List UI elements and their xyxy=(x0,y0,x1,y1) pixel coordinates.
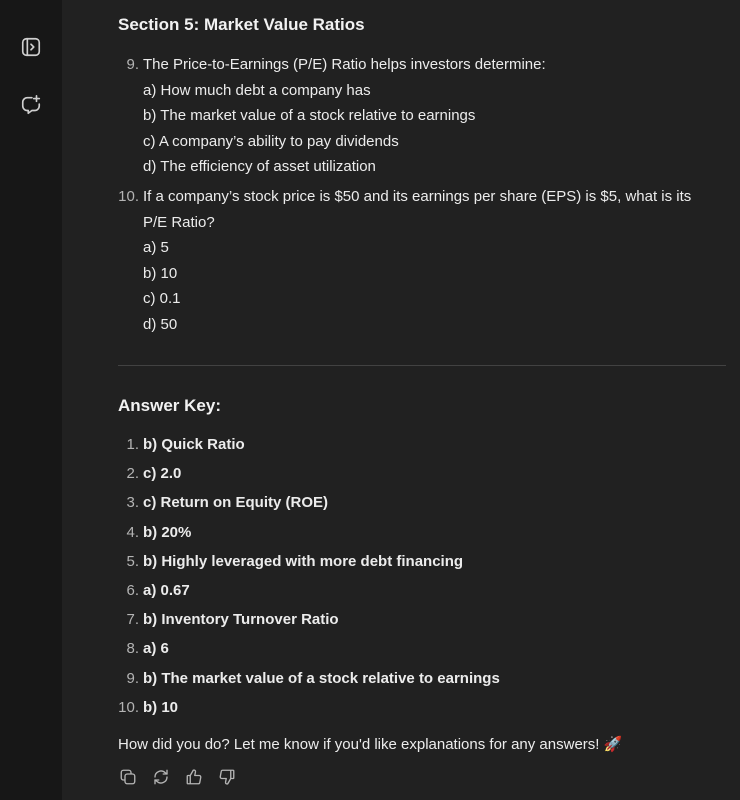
question-item xyxy=(118,52,718,180)
answer-text: b) 10 xyxy=(143,698,179,716)
thumbs-up-icon xyxy=(185,768,203,786)
question-item xyxy=(118,184,718,338)
answer-number: 4. xyxy=(126,523,139,541)
answer-key-title: Answer Key: xyxy=(118,396,221,415)
answer-text: b) Inventory Turnover Ratio xyxy=(143,611,339,629)
answer-number: 3. xyxy=(126,494,139,512)
answer-text: b) Quick Ratio xyxy=(143,436,245,453)
answer-item xyxy=(118,578,718,607)
copy-button[interactable] xyxy=(118,767,138,787)
answer-item xyxy=(118,607,718,636)
sidebar-toggle-icon xyxy=(20,36,42,58)
answer-item xyxy=(118,549,718,578)
thumbs-down-button[interactable] xyxy=(217,767,237,787)
new-chat-icon xyxy=(20,94,42,116)
answer-text: a) 0.67 xyxy=(143,581,190,599)
question-list xyxy=(118,52,718,338)
answer-item xyxy=(118,490,718,519)
answer-number: 7. xyxy=(126,611,139,629)
answer-text: b) Highly leveraged with more debt financing xyxy=(143,552,464,570)
answer-item xyxy=(118,636,718,665)
answer-number: 2. xyxy=(126,465,139,483)
answer-item xyxy=(118,666,718,695)
answer-number: 10. xyxy=(118,698,139,716)
closing-message xyxy=(118,734,622,756)
question-number: 10. xyxy=(118,187,139,205)
answer-item xyxy=(118,695,718,724)
question-option: b) 10 xyxy=(143,264,178,282)
closing-text: How did you do? Let me know if you'd like explanations for any answers! xyxy=(118,736,600,753)
answer-number: 6. xyxy=(126,581,139,599)
answer-text: b) The market value of a stock relative to earnings xyxy=(143,669,500,687)
rocket-emoji: 🚀 xyxy=(603,736,623,753)
answer-list xyxy=(118,432,718,724)
thumbs-down-icon xyxy=(218,768,236,786)
question-option: d) The efficiency of asset utilization xyxy=(143,158,376,176)
answer-text: c) Return on Equity (ROE) xyxy=(143,494,328,512)
regenerate-button[interactable] xyxy=(151,767,171,787)
thumbs-up-button[interactable] xyxy=(184,767,204,787)
answer-number: 9. xyxy=(126,669,139,687)
question-option: a) How much debt a company has xyxy=(143,81,371,99)
question-option: a) 5 xyxy=(143,239,169,257)
divider xyxy=(118,365,726,366)
sidebar-toggle-button[interactable] xyxy=(18,34,44,60)
new-chat-button[interactable] xyxy=(18,92,44,118)
question-text: The Price-to-Earnings (P/E) Ratio helps investors determine: xyxy=(143,56,546,73)
answer-item xyxy=(118,432,718,461)
section-title: Section 5: Market Value Ratios xyxy=(118,15,365,34)
message-actions xyxy=(118,767,237,787)
question-option: c) 0.1 xyxy=(143,290,181,308)
question-option: d) 50 xyxy=(143,315,178,333)
answer-number: 1. xyxy=(126,436,139,453)
sidebar xyxy=(0,0,62,800)
answer-number: 5. xyxy=(126,552,139,570)
question-number: 9. xyxy=(126,56,139,73)
answer-text: a) 6 xyxy=(143,640,169,658)
answer-number: 8. xyxy=(126,640,139,658)
answer-text: b) 20% xyxy=(143,523,192,541)
question-option: b) The market value of a stock relative to earnings xyxy=(143,107,476,125)
regenerate-icon xyxy=(152,768,170,786)
answer-item xyxy=(118,520,718,549)
question-text: If a company’s stock price is $50 and its earnings per share (EPS) is $5, what is its P/E Ratio? xyxy=(143,187,692,231)
chat-message xyxy=(118,0,726,800)
answer-text: c) 2.0 xyxy=(143,465,182,483)
answer-item xyxy=(118,461,718,490)
copy-icon xyxy=(119,768,137,786)
question-option: c) A company’s ability to pay dividends xyxy=(143,132,399,150)
